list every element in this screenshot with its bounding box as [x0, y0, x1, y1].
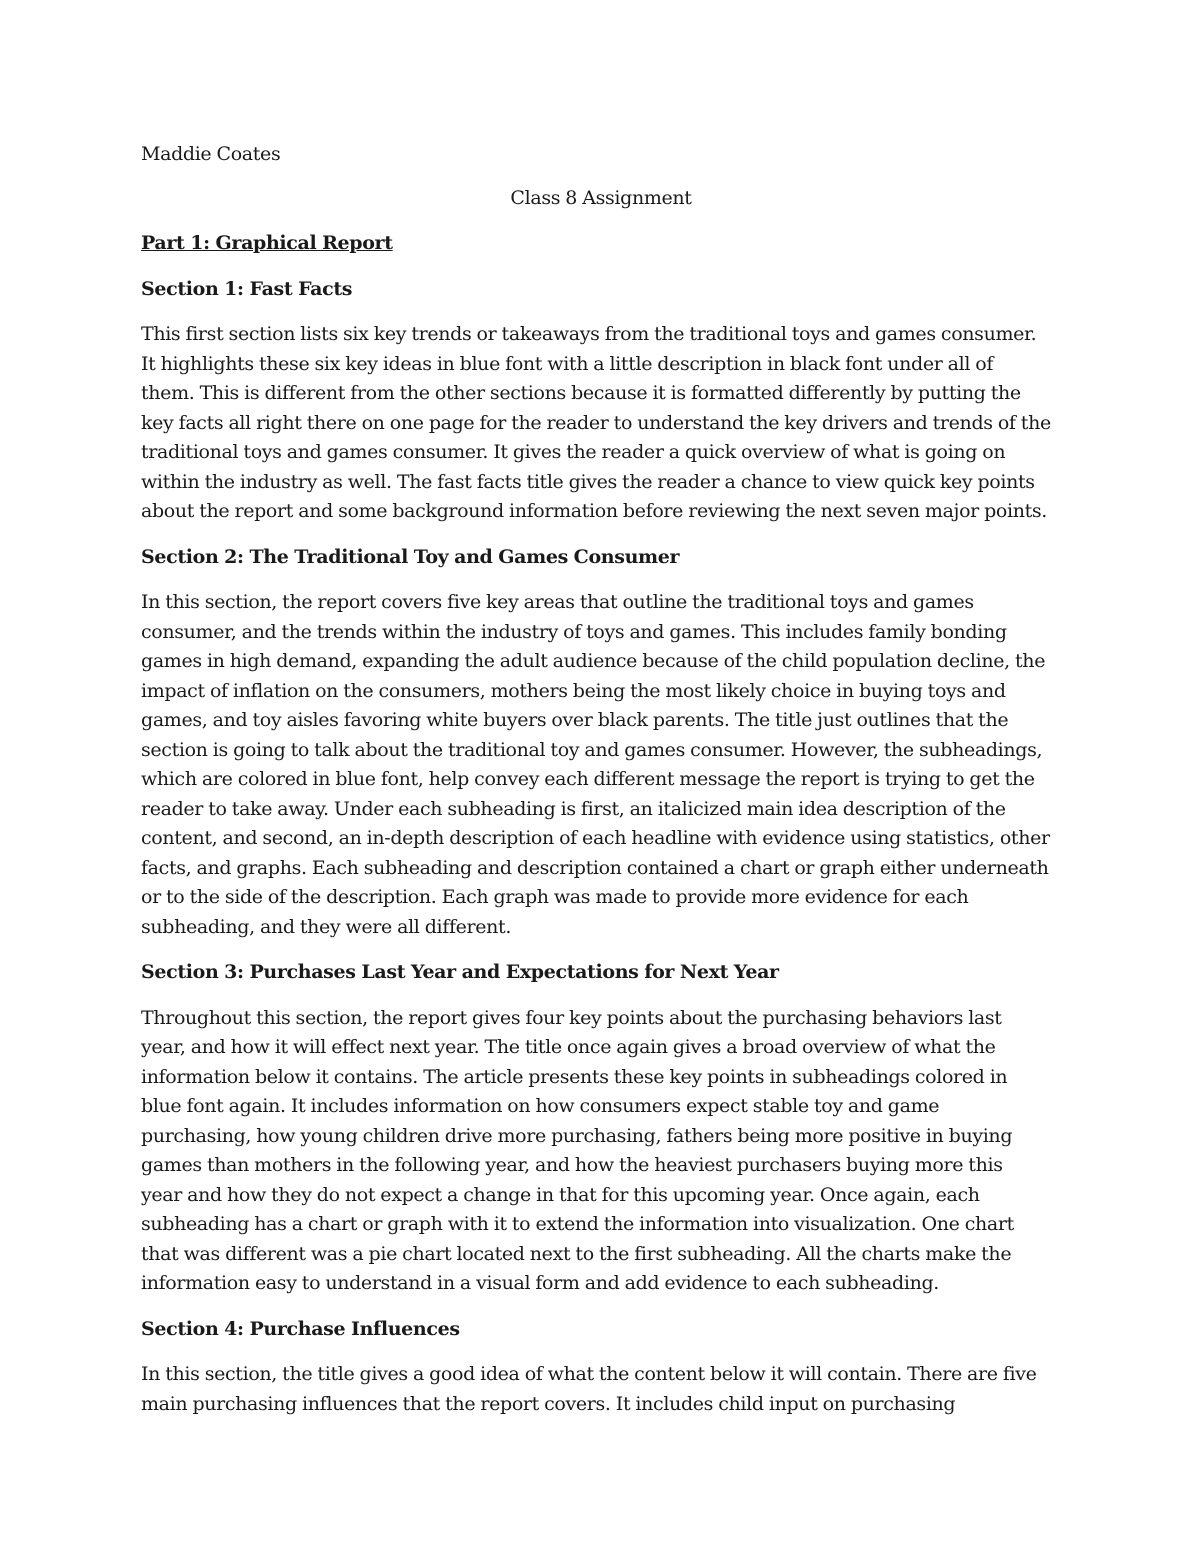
part-heading: Part 1: Graphical Report [141, 232, 393, 254]
section-1 [141, 275, 1061, 527]
paragraph-line: blue font again. It includes information on how consumers expect stable toy and game [141, 1095, 940, 1117]
paragraph-line: within the industry as well. The fast facts title gives the reader a chance to view quick key points [141, 470, 1035, 493]
paragraph-line: year, and how it will effect next year. The title once again gives a broad overview of what the [141, 1036, 996, 1058]
paragraph-line: In this section, the title gives a good idea of what the content below it will contain. There are five [141, 1363, 1037, 1385]
paragraph-line: about the report and some background information before reviewing the next seven major points. [141, 500, 1047, 522]
section-heading: Section 4: Purchase Influences [141, 1317, 460, 1340]
paragraph-line: which are colored in blue font, help convey each different message the report is trying to get the [141, 768, 1035, 790]
section-paragraph [141, 1360, 1061, 1419]
document-page [141, 140, 1061, 1435]
paragraph-line: section is going to talk about the traditional toy and games consumer. However, the subheadings, [141, 738, 1043, 761]
paragraph-line: subheading, and they were all different. [141, 915, 512, 938]
paragraph-line: consumer, and the trends within the industry of toys and games. This includes family bonding [141, 620, 1007, 643]
paragraph-line: facts, and graphs. Each subheading and description contained a chart or graph either underneath [141, 856, 1049, 879]
paragraph-line: key facts all right there on one page for the reader to understand the key drivers and trends of the [141, 411, 1051, 434]
document-title: Class 8 Assignment [510, 186, 692, 209]
paragraph-line: content, and second, an in-depth description of each headline with evidence using statistics, other [141, 827, 1050, 849]
paragraph-line: It highlights these six key ideas in blue font with a little description in black font under all of [141, 352, 994, 375]
section-heading: Section 1: Fast Facts [141, 277, 353, 300]
paragraph-line: This first section lists six key trends or takeaways from the traditional toys and games consumer. [141, 323, 1037, 345]
section-paragraph [141, 1004, 1061, 1299]
section-4 [141, 1315, 1061, 1420]
author-name: Maddie Coates [141, 143, 281, 165]
paragraph-line: In this section, the report covers five key areas that outline the traditional toys and games [141, 591, 974, 613]
paragraph-line: or to the side of the description. Each graph was made to provide more evidence for each [141, 886, 969, 908]
paragraph-line: purchasing, how young children drive more purchasing, fathers being more positive in buying [141, 1124, 1013, 1147]
paragraph-line: information easy to understand in a visual form and add evidence to each subheading. [141, 1272, 939, 1294]
section-paragraph [141, 588, 1061, 942]
paragraph-line: games in high demand, expanding the adult audience because of the child population decline, the [141, 650, 1046, 672]
paragraph-line: traditional toys and games consumer. It gives the reader a quick overview of what is going on [141, 441, 1006, 463]
paragraph-line: Throughout this section, the report gives four key points about the purchasing behaviors last [141, 1006, 1002, 1029]
paragraph-line: impact of inflation on the consumers, mothers being the most likely choice in buying toys and [141, 679, 1006, 702]
section-2 [141, 543, 1061, 943]
section-3 [141, 958, 1061, 1299]
paragraph-line: reader to take away. Under each subheading is first, an italicized main idea description of the [141, 797, 1006, 820]
paragraph-line: that was different was a pie chart located next to the first subheading. All the charts make the [141, 1242, 1012, 1265]
section-paragraph [141, 320, 1061, 527]
paragraph-line: games than mothers in the following year, and how the heaviest purchasers buying more this [141, 1154, 1003, 1176]
paragraph-line: year and how they do not expect a change in that for this upcoming year. Once again, each [141, 1183, 980, 1206]
paragraph-line: subheading has a chart or graph with it to extend the information into visualization. One chart [141, 1213, 1014, 1235]
paragraph-line: information below it contains. The article presents these key points in subheadings colored in [141, 1065, 1008, 1088]
paragraph-line: main purchasing influences that the report covers. It includes child input on purchasing [141, 1392, 956, 1415]
section-heading: Section 3: Purchases Last Year and Expectations for Next Year [141, 961, 779, 983]
section-heading: Section 2: The Traditional Toy and Games Consumer [141, 545, 680, 568]
paragraph-line: games, and toy aisles favoring white buyers over black parents. The title just outlines that the [141, 709, 1009, 731]
paragraph-line: them. This is different from the other sections because it is formatted differently by putting the [141, 382, 1021, 404]
